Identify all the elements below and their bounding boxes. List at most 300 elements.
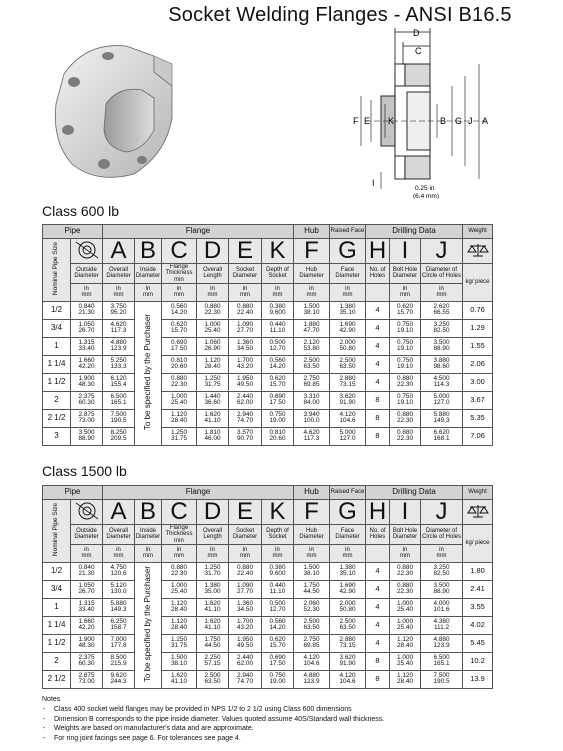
value-mm: 28.40 (171, 417, 187, 425)
unit-in: in (242, 286, 248, 293)
nps-value: 2 (43, 652, 71, 670)
value-in: 1.000 (397, 617, 413, 625)
unit-mm: mm (81, 553, 92, 560)
nps-value: 1 1/2 (43, 634, 71, 652)
value-in: 0.500 (269, 599, 286, 607)
table-row (43, 319, 493, 337)
desc-a: Outside Diameter (71, 264, 103, 284)
value-k (262, 301, 294, 319)
nps-value: 1 1/4 (43, 355, 71, 373)
letter-k: K (262, 239, 294, 264)
value-in: 2.060 (303, 599, 320, 607)
value-mm: 91.90 (339, 399, 356, 407)
value-k (262, 634, 294, 652)
value-mm: 90.70 (237, 435, 253, 443)
value-in: 2.880 (339, 635, 356, 643)
value-in: 1.750 (303, 581, 320, 589)
unit-in: in (242, 547, 248, 554)
value-mm: 17.50 (269, 399, 286, 407)
unit-in: in (345, 286, 350, 293)
table-row (43, 409, 493, 427)
value-j (421, 634, 463, 652)
value-j (421, 301, 463, 319)
value-in: 0.880 (171, 374, 187, 382)
value-d (197, 355, 229, 373)
value-e (229, 652, 262, 670)
value-mm: 12.70 (269, 606, 286, 614)
value-g (330, 337, 366, 355)
table-row (43, 652, 493, 670)
value-in: 1.120 (171, 410, 187, 418)
value-f (294, 319, 330, 337)
value-in: 4.120 (339, 671, 356, 679)
value-in: 0.880 (237, 302, 253, 310)
letter-g: G (330, 500, 366, 525)
value-mm: 14.20 (269, 624, 286, 632)
value-g (330, 373, 366, 391)
value-in: 1.900 (78, 635, 95, 643)
nps-value: 2 (43, 391, 71, 409)
value-in: 4.380 (433, 617, 450, 625)
value-mm: 26.90 (204, 345, 221, 353)
value-mm: 31.75 (171, 642, 187, 650)
value-a (71, 580, 103, 598)
value-in: 5.120 (110, 581, 127, 589)
unit-mm: mm (174, 292, 184, 299)
value-a (71, 301, 103, 319)
value-i (390, 616, 421, 634)
value-b (103, 391, 135, 409)
value-g (330, 409, 366, 427)
value-mm: 53.80 (303, 345, 320, 353)
value-in: 1.090 (237, 320, 253, 328)
units-cell (390, 283, 421, 301)
value-mm: 43.20 (237, 363, 253, 371)
units-cell (294, 544, 330, 562)
value-in: 0.840 (78, 563, 95, 571)
value-e (229, 616, 262, 634)
value-mm: 15.70 (269, 381, 286, 389)
value-mm: 190.5 (433, 678, 450, 686)
value-mm: 35.10 (339, 309, 356, 317)
desc-c: Flange Thickness min (162, 525, 197, 545)
flange-illustration (46, 34, 181, 184)
units-cell (103, 283, 135, 301)
value-mm: 19.10 (397, 399, 413, 407)
desc-f: Hub Diameter (294, 264, 330, 284)
unit-mm: mm (342, 292, 353, 299)
value-mm: 25.40 (204, 327, 221, 335)
value-in: 1.120 (397, 671, 413, 679)
value-mm: 69.85 (303, 381, 320, 389)
value-weight: 5.45 (463, 634, 493, 652)
value-in: 2.500 (204, 671, 221, 679)
value-in: 8.500 (110, 653, 127, 661)
value-b (103, 319, 135, 337)
units-cell (421, 283, 463, 301)
value-in: 0.750 (397, 338, 413, 346)
value-b (103, 337, 135, 355)
value-mm: 73.15 (339, 642, 356, 650)
header-weight: Weight (463, 225, 493, 239)
value-mm: 66.55 (433, 309, 450, 317)
nps-value: 1 1/2 (43, 373, 71, 391)
value-holes: 4 (366, 562, 390, 580)
value-a (71, 562, 103, 580)
value-mm: 117.3 (303, 435, 320, 443)
weight-icon-cell (463, 239, 493, 264)
header-drilling: Drilling Data (366, 225, 463, 239)
value-weight: 3.55 (463, 598, 493, 616)
value-c (162, 634, 197, 652)
value-mm: 28.40 (204, 363, 221, 371)
desc-k: Depth of Socket (262, 525, 294, 545)
value-in: 2.940 (237, 671, 253, 679)
value-mm: 149.3 (433, 417, 450, 425)
value-in: 4.120 (339, 410, 356, 418)
value-f (294, 616, 330, 634)
value-in: 0.880 (397, 563, 413, 571)
value-in: 2.500 (303, 617, 320, 625)
value-mm: 149.3 (110, 606, 127, 614)
value-mm: 14.20 (171, 309, 187, 317)
unit-mm: mm (436, 553, 447, 560)
value-mm: 63.50 (339, 624, 356, 632)
units-cell (135, 544, 162, 562)
value-mm: 104.6 (339, 678, 356, 686)
value-holes: 4 (366, 580, 390, 598)
desc-h: No. of Holes (366, 264, 390, 284)
value-in: 0.750 (397, 320, 413, 328)
value-f (294, 634, 330, 652)
value-k (262, 670, 294, 688)
value-mm: 35.00 (204, 588, 221, 596)
value-mm: 130.0 (110, 588, 127, 596)
value-in: 1.500 (303, 563, 320, 571)
unit-mm: mm (342, 553, 353, 560)
table-row (43, 337, 493, 355)
nps-header (43, 239, 71, 302)
specified-by-purchaser: To be specified by the Purchaser (142, 313, 152, 431)
value-in: 0.440 (269, 581, 286, 589)
value-mm: 31.75 (204, 381, 221, 389)
value-in: 2.440 (237, 653, 253, 661)
value-in: 7.000 (110, 635, 127, 643)
value-mm: 46.00 (204, 435, 221, 443)
value-mm: 42.90 (339, 327, 356, 335)
table-row (43, 580, 493, 598)
dim-label-i: I (372, 178, 375, 188)
value-i (390, 652, 421, 670)
value-d (197, 301, 229, 319)
class-600-title: Class 600 lb (42, 203, 120, 219)
unit-mm: mm (207, 292, 218, 299)
value-mm: 165.1 (110, 399, 127, 407)
value-c (162, 391, 197, 409)
value-in: 0.560 (269, 356, 286, 364)
value-in: 0.880 (397, 374, 413, 382)
value-in: 0.880 (237, 563, 253, 571)
class-600-table (42, 224, 493, 446)
value-mm: 41.10 (204, 624, 221, 632)
value-mm: 28.40 (171, 606, 187, 614)
value-in: 1.620 (204, 410, 221, 418)
value-a (71, 427, 103, 445)
value-in: 0.750 (269, 671, 286, 679)
letter-c: C (162, 239, 197, 264)
header-hub: Hub (294, 225, 330, 239)
desc-d: Overall Length (197, 264, 229, 284)
value-in: 2.750 (303, 635, 320, 643)
unit-in: in (116, 547, 121, 554)
unit-in: in (176, 547, 182, 554)
note-item: - Weights are based on manufacturer's data and are approximate. (54, 724, 542, 734)
value-mm: 73.00 (78, 417, 95, 425)
value-mm: 69.85 (303, 642, 320, 650)
value-in: 3.500 (433, 338, 450, 346)
value-g (330, 562, 366, 580)
value-e (229, 337, 262, 355)
unit-in: in (176, 286, 182, 293)
value-mm: 52.30 (303, 606, 320, 614)
value-mm: 111.2 (433, 624, 450, 632)
value-e (229, 355, 262, 373)
value-weight: 5.35 (463, 409, 493, 427)
value-in: 2.120 (303, 338, 320, 346)
value-in: 3.880 (433, 356, 450, 364)
units-cell (71, 283, 103, 301)
value-j (421, 391, 463, 409)
value-weight: 7.06 (463, 427, 493, 445)
letter-h: H (366, 239, 390, 264)
value-holes: 8 (366, 427, 390, 445)
value-j (421, 598, 463, 616)
value-g (330, 634, 366, 652)
unit-mm: mm (113, 553, 124, 560)
value-a (71, 616, 103, 634)
value-in: 5.880 (110, 599, 127, 607)
desc-i: Bolt Hole Diameter (390, 264, 421, 284)
value-in: 3.620 (339, 653, 356, 661)
letter-k: K (262, 500, 294, 525)
units-cell (330, 283, 366, 301)
value-mm: 42.20 (78, 363, 95, 371)
value-mm: 22.30 (171, 381, 187, 389)
value-k (262, 616, 294, 634)
value-in: 2.500 (339, 617, 356, 625)
value-mm: 9.600 (269, 570, 286, 578)
desc-a: Outside Diameter (71, 525, 103, 545)
table-row (43, 301, 493, 319)
value-in: 0.880 (171, 563, 187, 571)
units-holes (366, 544, 390, 562)
unit-in: in (116, 286, 121, 293)
value-k (262, 319, 294, 337)
value-j (421, 409, 463, 427)
value-mm: 244.3 (110, 678, 127, 686)
value-mm: 20.60 (269, 435, 286, 443)
header-hub: Hub (294, 486, 330, 500)
pipe-icon (74, 240, 100, 260)
value-mm: 21.30 (78, 570, 95, 578)
value-mm: 22.30 (397, 435, 413, 443)
value-e (229, 427, 262, 445)
value-mm: 27.70 (237, 327, 253, 335)
table-row (43, 670, 493, 688)
value-weight: 1.55 (463, 337, 493, 355)
value-holes: 8 (366, 652, 390, 670)
value-d (197, 652, 229, 670)
value-mm: 36.60 (204, 399, 221, 407)
value-a (71, 373, 103, 391)
value-e (229, 634, 262, 652)
letter-d: D (197, 239, 229, 264)
value-c (162, 319, 197, 337)
unit-mm: mm (143, 292, 153, 299)
value-mm: 165.1 (433, 660, 450, 668)
unit-in: in (210, 286, 215, 293)
value-c (162, 562, 197, 580)
value-mm: 27.70 (237, 588, 253, 596)
value-in: 4.000 (433, 599, 450, 607)
value-a (71, 598, 103, 616)
value-mm: 177.8 (110, 642, 127, 650)
units-cell (135, 283, 162, 301)
value-j (421, 355, 463, 373)
value-g (330, 301, 366, 319)
value-in: 6.620 (433, 428, 450, 436)
value-in: 4.880 (433, 635, 450, 643)
unit-mm: mm (113, 292, 124, 299)
value-mm: 43.20 (237, 624, 253, 632)
table-row (43, 355, 493, 373)
units-cell (229, 283, 262, 301)
pipe-icon-cell (71, 239, 103, 264)
value-holes: 8 (366, 409, 390, 427)
dim-label-j: J (468, 116, 473, 126)
value-i (390, 634, 421, 652)
value-mm: 25.40 (397, 606, 413, 614)
units-cell (421, 544, 463, 562)
value-mm: 15.70 (171, 327, 187, 335)
header-raised-face: Raised Face (330, 225, 366, 239)
value-mm: 50.80 (339, 345, 356, 353)
value-j (421, 670, 463, 688)
value-in: 2.500 (339, 356, 356, 364)
units-cell (103, 544, 135, 562)
value-mm: 38.10 (171, 660, 187, 668)
value-b (103, 652, 135, 670)
table-row (43, 427, 493, 445)
value-weight: 10.2 (463, 652, 493, 670)
table-row (43, 598, 493, 616)
value-mm: 95.20 (110, 309, 127, 317)
units-cell (262, 283, 294, 301)
value-in: 1.500 (303, 302, 320, 310)
value-mm: 21.30 (78, 309, 95, 317)
value-mm: 17.50 (171, 345, 187, 353)
value-d (197, 409, 229, 427)
value-mm: 15.70 (269, 642, 286, 650)
value-in: 2.250 (204, 653, 221, 661)
value-in: 5.000 (433, 392, 450, 400)
unit-in: in (439, 547, 444, 554)
class-1500-title: Class 1500 lb (42, 463, 127, 479)
dim-label-g: G (455, 116, 463, 126)
value-in: 1.060 (204, 338, 221, 346)
value-mm: 63.50 (303, 624, 320, 632)
dim-label-f: F (353, 116, 359, 126)
value-b (103, 373, 135, 391)
value-in: 0.880 (397, 428, 413, 436)
value-mm: 73.15 (339, 381, 356, 389)
value-j (421, 427, 463, 445)
value-mm: 127.0 (433, 399, 450, 407)
value-e (229, 391, 262, 409)
value-in: 0.620 (397, 302, 413, 310)
value-mm: 123.9 (433, 642, 450, 650)
unit-in: in (309, 286, 314, 293)
value-in: 6.250 (110, 617, 127, 625)
class-1500-table (42, 485, 493, 689)
value-mm: 209.5 (110, 435, 127, 443)
notes-section (42, 695, 542, 744)
value-mm: 127.0 (339, 435, 356, 443)
value-in: 2.875 (78, 410, 95, 418)
value-e (229, 580, 262, 598)
value-in: 2.000 (339, 338, 356, 346)
unit-in: in (84, 547, 89, 554)
value-f (294, 391, 330, 409)
value-in: 1.250 (171, 428, 187, 436)
value-mm: 62.00 (237, 660, 253, 668)
value-in: 4.620 (110, 320, 127, 328)
nominal-pipe-size-label: Nominal Pipe Size (52, 242, 60, 296)
value-mm: 38.10 (303, 570, 320, 578)
value-mm: 88.90 (433, 588, 450, 596)
value-mm: 73.00 (78, 678, 95, 686)
value-mm: 104.6 (303, 660, 320, 668)
value-mm: 123.9 (303, 678, 320, 686)
value-mm: 22.30 (171, 570, 187, 578)
value-in: 1.620 (204, 617, 221, 625)
value-d (197, 562, 229, 580)
letter-d: D (197, 500, 229, 525)
value-mm: 114.3 (433, 381, 450, 389)
units-cell (197, 283, 229, 301)
value-f (294, 373, 330, 391)
value-mm: 22.40 (237, 570, 253, 578)
value-in: 4.750 (110, 563, 127, 571)
value-i (390, 355, 421, 373)
value-in: 4.500 (433, 374, 450, 382)
value-k (262, 580, 294, 598)
value-mm: 155.4 (110, 381, 127, 389)
value-mm: 88.90 (78, 435, 95, 443)
value-f (294, 301, 330, 319)
value-mm: 20.60 (171, 363, 187, 371)
value-mm: 28.40 (397, 642, 413, 650)
value-c (162, 670, 197, 688)
value-weight: 13.9 (463, 670, 493, 688)
value-i (390, 580, 421, 598)
note-item: - For ring joint facings see page 6. For tolerances see page 4. (54, 734, 542, 744)
value-mm: 12.70 (269, 345, 286, 353)
value-mm: 22.40 (237, 309, 253, 317)
desc-weight: kg/ piece (463, 525, 493, 563)
value-mm: 35.10 (339, 570, 356, 578)
value-mm: 25.40 (397, 660, 413, 668)
